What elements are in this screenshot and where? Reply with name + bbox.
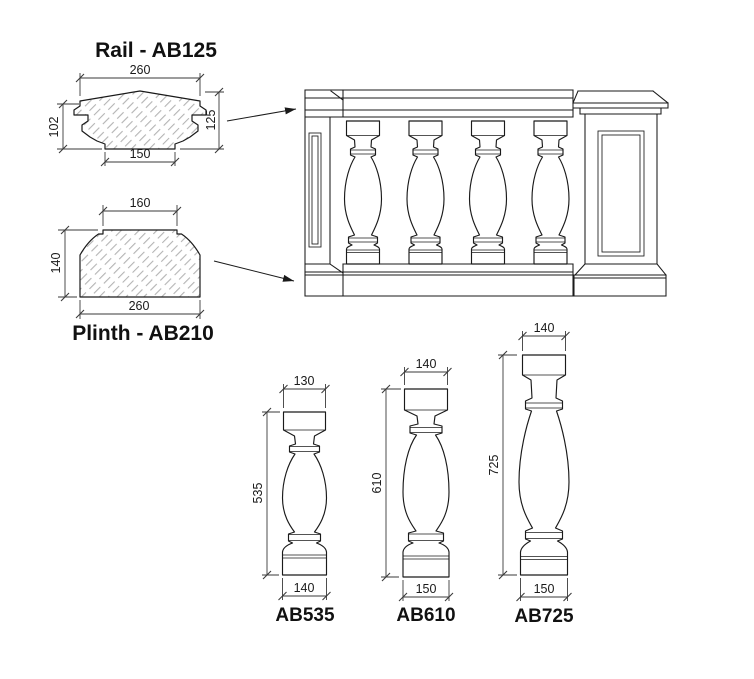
ab725-dim-top-width bbox=[519, 321, 570, 351]
right-pier-panel-outer bbox=[598, 131, 644, 256]
plinth-profile-path bbox=[80, 230, 200, 297]
assembly-baluster-3 bbox=[470, 121, 507, 264]
ab610-dim-height-value: 610 bbox=[370, 472, 384, 494]
plinth-dim-bottom-value: 260 bbox=[128, 299, 150, 313]
assembly-left-pier bbox=[305, 90, 343, 296]
left-pier-panel-inner bbox=[312, 136, 318, 244]
ab610-dim-top-width bbox=[401, 357, 452, 385]
rail-leader-arrow bbox=[227, 109, 296, 121]
ab725-label: AB725 bbox=[514, 606, 574, 627]
rail-dim-bottom-width bbox=[101, 147, 179, 166]
ab535-dim-height bbox=[251, 408, 280, 579]
rail-dim-right-value: 125 bbox=[204, 109, 218, 131]
rail-dim-left-value: 102 bbox=[47, 116, 61, 138]
ab610-label: AB610 bbox=[396, 605, 456, 626]
assembly-baluster-1 bbox=[345, 121, 382, 264]
ab725-profile-path bbox=[519, 355, 569, 575]
ab535-dim-bottom-value: 140 bbox=[293, 581, 315, 595]
baluster-profile-ab535 bbox=[251, 374, 335, 626]
ab610-dim-top-value: 140 bbox=[415, 357, 437, 371]
plinth-dim-top-width bbox=[99, 196, 181, 226]
rail-dim-bottom-value: 150 bbox=[129, 147, 151, 161]
assembly-plinth bbox=[343, 264, 573, 296]
ab725-dim-height-value: 725 bbox=[487, 454, 501, 476]
rail-cross-section bbox=[47, 39, 224, 166]
rail-profile-path bbox=[74, 91, 206, 149]
ab725-dim-top-value: 140 bbox=[533, 321, 555, 335]
ab610-dim-bottom-width bbox=[399, 580, 453, 601]
plinth-dim-bottom-width bbox=[76, 299, 204, 319]
ab725-dim-height bbox=[487, 351, 517, 579]
ab725-dim-bottom-value: 150 bbox=[533, 582, 555, 596]
plinth-dim-left-value: 140 bbox=[49, 252, 63, 274]
balustrade-assembly bbox=[305, 90, 668, 296]
ab535-dim-top-width bbox=[280, 374, 330, 408]
ab535-dim-top-value: 130 bbox=[293, 374, 315, 388]
ab610-dim-bottom-value: 150 bbox=[415, 582, 437, 596]
assembly-balusters bbox=[345, 121, 570, 264]
ab535-dim-bottom-width bbox=[279, 578, 331, 600]
ab610-profile-path bbox=[403, 389, 449, 577]
rail-dim-top-value: 260 bbox=[129, 63, 151, 77]
right-pier-panel-inner bbox=[602, 135, 640, 252]
plinth-leader-arrow bbox=[214, 261, 294, 281]
left-pier-panel-outer bbox=[309, 133, 321, 247]
plinth-section-title: Plinth - AB210 bbox=[72, 322, 214, 345]
ab610-dim-height bbox=[370, 385, 401, 581]
ab725-dim-bottom-width bbox=[517, 578, 572, 601]
ab535-dim-height-value: 535 bbox=[251, 482, 265, 504]
assembly-baluster-4 bbox=[532, 121, 569, 264]
rail-section-title: Rail - AB125 bbox=[95, 39, 217, 62]
baluster-profile-ab610 bbox=[370, 357, 456, 626]
baluster-profile-ab725 bbox=[487, 321, 574, 627]
ab535-label: AB535 bbox=[275, 605, 335, 626]
assembly-baluster-2 bbox=[407, 121, 444, 264]
assembly-right-pier bbox=[573, 91, 668, 296]
plinth-cross-section bbox=[49, 196, 214, 345]
ab535-profile-path bbox=[283, 412, 327, 575]
assembly-rail bbox=[305, 90, 573, 117]
leader-arrows bbox=[214, 109, 296, 281]
plinth-dim-top-value: 160 bbox=[129, 196, 151, 210]
